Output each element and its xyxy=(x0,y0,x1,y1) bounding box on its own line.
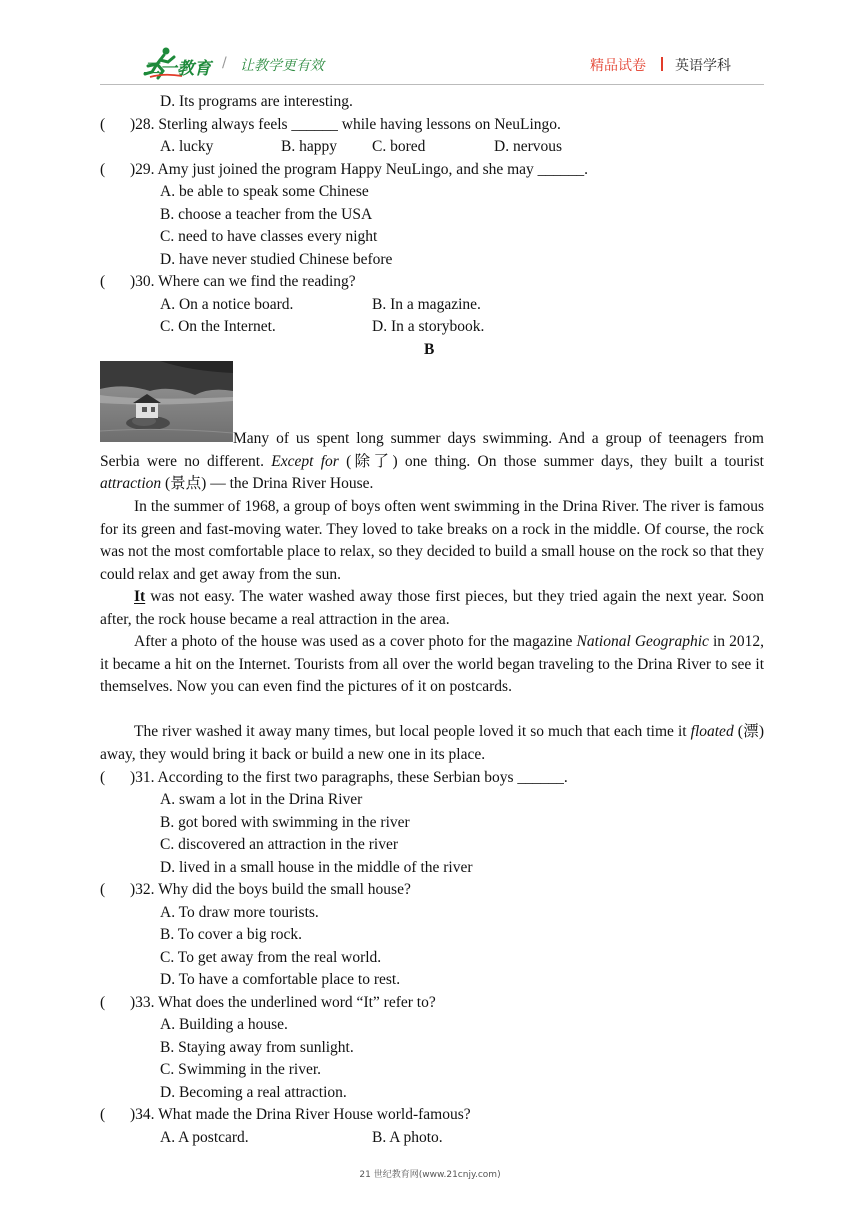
option-a: A. A postcard. xyxy=(160,1129,249,1146)
question-stem: )28. Sterling always feels ______ while having lessons on NeuLingo. xyxy=(130,116,561,133)
page-footer: 21 世纪教育网(www.21cnjy.com) xyxy=(359,1170,501,1180)
header-divider xyxy=(661,57,663,71)
option-c: C. Swimming in the river. xyxy=(160,1061,322,1078)
option-d: D. Becoming a real attraction. xyxy=(160,1084,347,1101)
option-a: A. To draw more tourists. xyxy=(160,904,319,921)
option-b: B. In a magazine. xyxy=(372,296,481,313)
option-c: C. need to have classes every night xyxy=(160,228,378,245)
passage-paragraph-3: It was not easy. The water washed away those first pieces, but they tried again the next year. Soon after, the rock house became a real attraction in the area. xyxy=(100,588,764,628)
answer-blank[interactable]: ( xyxy=(100,161,106,178)
option-d: D. To have a comfortable place to rest. xyxy=(160,971,401,988)
brand-name: 二一教育 xyxy=(143,59,211,79)
option-a: A. be able to speak some Chinese xyxy=(160,183,369,200)
question-stem: )29. Amy just joined the program Happy NeuLingo, and she may ______. xyxy=(130,161,589,178)
option-b: B. got bored with swimming in the river xyxy=(160,814,410,831)
answer-blank[interactable]: ( xyxy=(100,881,106,898)
question-stem: )31. According to the first two paragraphs, these Serbian boys ______. xyxy=(130,769,568,786)
passage-paragraph-5: The river washed it away many times, but local people loved it so much that each time it floated (漂) away, they would bring it back or build a new one in its place. xyxy=(100,723,764,763)
answer-blank[interactable]: ( xyxy=(100,1106,106,1123)
question-stem: )33. What does the underlined word “It” refer to? xyxy=(130,994,436,1011)
option-b: B. choose a teacher from the USA xyxy=(160,206,373,223)
option-b: B. happy xyxy=(281,138,337,155)
question-stem: )30. Where can we find the reading? xyxy=(130,273,356,290)
option-a: A. lucky xyxy=(160,138,214,155)
option-c: C. bored xyxy=(372,138,426,155)
section-heading: B xyxy=(424,341,435,358)
answer-blank[interactable]: ( xyxy=(100,116,106,133)
q27-option-d: D. Its programs are interesting. xyxy=(160,93,353,110)
header-slash: / xyxy=(222,55,227,71)
question-stem: )34. What made the Drina River House world-famous? xyxy=(130,1106,471,1123)
underlined-word-it: It xyxy=(134,588,146,605)
passage-paragraph-2: In the summer of 1968, a group of boys often went swimming in the Drina River. The river is famous for its green and fast-moving water. They loved to take breaks on a rock in the middle. Of course, the rock was not the most comfortable place to relax, so they decided to build a small house on the rock so that they could relax and get away from the sun. xyxy=(100,498,764,583)
option-b: B. A photo. xyxy=(372,1129,443,1146)
option-b: B. Staying away from sunlight. xyxy=(160,1039,354,1056)
option-d: D. In a storybook. xyxy=(372,318,485,335)
page-header xyxy=(0,0,860,92)
passage-paragraph-4: After a photo of the house was used as a cover photo for the magazine National Geographic in 2012, it became a hit on the Internet. Tourists from all over the world began traveling to the Drina River to see it themselves. Now you can even find the pictures of it on postcards. xyxy=(100,633,764,695)
brand-slogan: 让教学更有效 xyxy=(240,58,324,74)
answer-blank[interactable]: ( xyxy=(100,273,106,290)
option-a: A. On a notice board. xyxy=(160,296,294,313)
option-a: A. swam a lot in the Drina River xyxy=(160,791,363,808)
answer-blank[interactable]: ( xyxy=(100,994,106,1011)
subject-label: 英语学科 xyxy=(675,58,731,74)
paper-type-label: 精品试卷 xyxy=(590,58,646,74)
option-b: B. To cover a big rock. xyxy=(160,926,302,943)
option-c: C. discovered an attraction in the river xyxy=(160,836,399,853)
header-rule xyxy=(100,84,764,85)
option-d: D. lived in a small house in the middle of the river xyxy=(160,859,473,876)
option-c: C. On the Internet. xyxy=(160,318,276,335)
answer-blank[interactable]: ( xyxy=(100,769,106,786)
option-d: D. nervous xyxy=(494,138,563,155)
question-stem: )32. Why did the boys build the small house? xyxy=(130,881,411,898)
option-a: A. Building a house. xyxy=(160,1016,288,1033)
option-c: C. To get away from the real world. xyxy=(160,949,382,966)
option-d: D. have never studied Chinese before xyxy=(160,251,393,268)
passage-paragraph-1: Many of us spent long summer days swimming. And a group of teenagers from Serbia were no different. Except for (除了) one thing. On those summer days, they built a tourist attraction (景点) — the Drina River House. xyxy=(100,430,764,492)
